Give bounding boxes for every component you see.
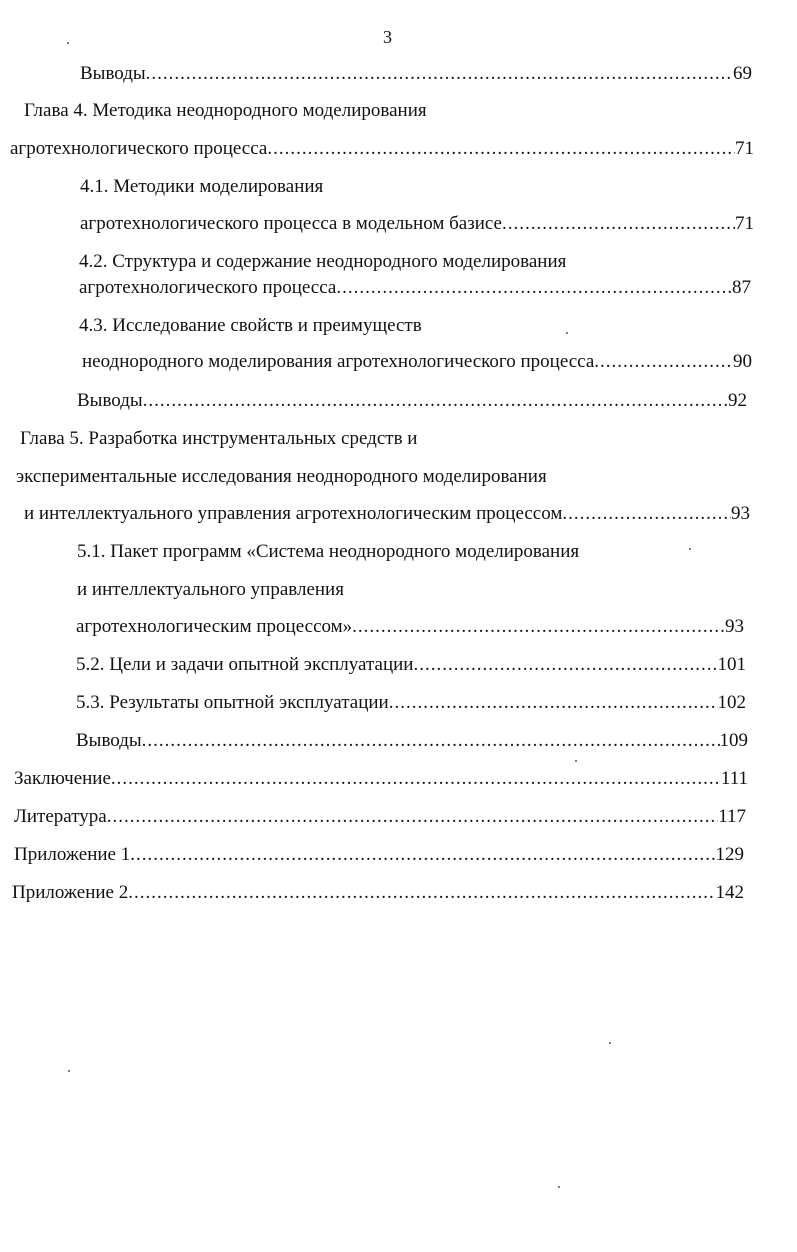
toc-entry-section-4-1	[80, 212, 754, 236]
toc-entry-section-4-2	[79, 276, 751, 300]
toc-entry-page: 101	[717, 654, 746, 675]
toc-entry-chapter-5	[24, 502, 750, 526]
leader-dots	[352, 615, 725, 639]
toc-entry-title: агротехнологическим процессом»	[76, 616, 353, 637]
leader-dots	[130, 843, 715, 867]
leader-dots	[562, 502, 731, 526]
toc-entry-page: 102	[717, 692, 746, 713]
toc-entry-section-5-3	[76, 691, 746, 715]
toc-entry-page: 93	[731, 503, 750, 524]
toc-entry-title: и интеллектуального управления агротехнологическим процессом	[24, 503, 563, 524]
toc-entry-title: агротехнологического процесса	[10, 138, 268, 159]
toc-section-5-1-title: 5.1. Пакет программ «Система неоднородного моделирования	[77, 541, 580, 562]
toc-entry-page: 109	[719, 730, 748, 751]
toc-entry-vyvody-ch4	[77, 389, 747, 413]
toc-entry-page: 71	[735, 138, 754, 159]
toc-entry-page: 93	[725, 616, 744, 637]
leader-dots	[389, 691, 718, 715]
toc-chapter-4-title: Глава 4. Методика неоднородного моделирования	[24, 100, 427, 121]
toc-entry-title: Приложение 1	[14, 844, 131, 865]
toc-entry-page: 111	[720, 768, 748, 789]
toc-chapter-5-title: Глава 5. Разработка инструментальных средств и	[20, 428, 418, 449]
toc-entry-literature	[14, 805, 746, 829]
toc-entry-section-4-3	[82, 350, 752, 374]
leader-dots	[111, 767, 721, 791]
toc-entry-page: 90	[733, 351, 752, 372]
toc-entry-title: 5.2. Цели и задачи опытной эксплуатации	[76, 654, 414, 675]
toc-entry-title: агротехнологического процесса	[79, 277, 337, 298]
toc-entry-page: 69	[733, 63, 752, 84]
leader-dots	[502, 212, 735, 236]
toc-entry-vyvody-ch5	[76, 729, 748, 753]
toc-entry-appendix-1	[14, 843, 744, 867]
toc-entry-conclusion	[14, 767, 748, 791]
toc-entry-title: Литература	[14, 806, 107, 827]
leader-dots	[146, 62, 733, 86]
scan-speck	[609, 1042, 611, 1044]
toc-entry-title: Выводы	[77, 390, 143, 411]
toc-section-5-1-title-cont: и интеллектуального управления	[77, 579, 344, 600]
leader-dots	[336, 276, 732, 300]
toc-entry-title: 5.3. Результаты опытной эксплуатации	[76, 692, 389, 713]
toc-section-4-1-title: 4.1. Методики моделирования	[80, 176, 324, 197]
leader-dots	[594, 350, 733, 374]
toc-entry-title: неоднородного моделирования агротехнологического процесса	[82, 351, 595, 372]
toc-entry-section-5-2	[76, 653, 746, 677]
toc-entry-section-5-1	[76, 615, 744, 639]
toc-entry-title: Приложение 2	[12, 882, 129, 903]
toc-entry-page: 92	[728, 390, 747, 411]
toc-entry-vyvody-ch3	[80, 62, 752, 86]
leader-dots	[128, 881, 715, 905]
scan-speck	[566, 332, 568, 334]
leader-dots	[142, 729, 720, 753]
toc-entry-title: Заключение	[14, 768, 111, 789]
scan-speck	[575, 760, 577, 762]
leader-dots	[413, 653, 717, 677]
toc-entry-page: 117	[718, 806, 746, 827]
scan-speck	[67, 42, 69, 44]
toc-entry-appendix-2	[12, 881, 744, 905]
toc-chapter-5-title-cont: экспериментальные исследования неоднородного моделирования	[16, 466, 547, 487]
scan-speck	[68, 1070, 70, 1072]
scan-speck	[558, 1186, 560, 1188]
page-number: 3	[383, 27, 392, 47]
scan-speck	[689, 548, 691, 550]
leader-dots	[107, 805, 718, 829]
leader-dots	[267, 137, 735, 161]
toc-entry-title: Выводы	[76, 730, 142, 751]
toc-entry-chapter-4	[10, 137, 754, 161]
toc-section-4-3-title: 4.3. Исследование свойств и преимуществ	[79, 315, 422, 336]
leader-dots	[143, 389, 728, 413]
toc-entry-page: 87	[732, 277, 751, 298]
toc-section-4-2-title: 4.2. Структура и содержание неоднородного моделирования	[79, 251, 567, 272]
toc-entry-page: 142	[715, 882, 744, 903]
toc-entry-title: агротехнологического процесса в модельном базисе	[80, 213, 502, 234]
toc-entry-title: Выводы	[80, 63, 146, 84]
toc-entry-page: 71	[735, 213, 754, 234]
toc-entry-page: 129	[715, 844, 744, 865]
